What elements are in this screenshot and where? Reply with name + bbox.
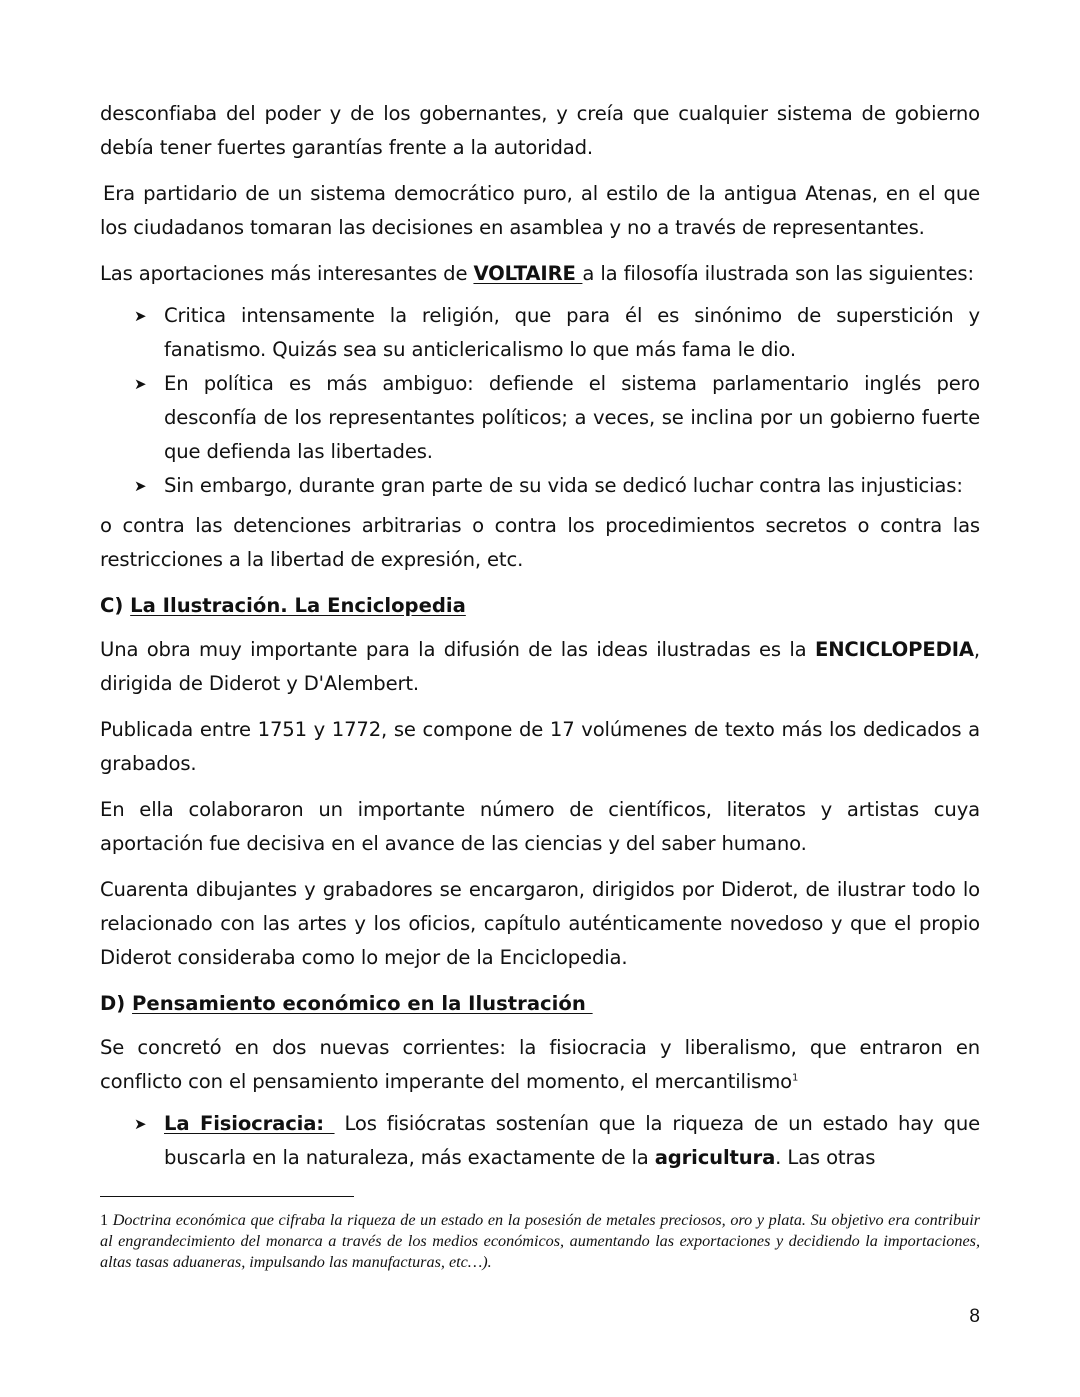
arrowhead-bullet-icon: ➤ xyxy=(134,1115,147,1133)
section-c-title: La Ilustración. La Enciclopedia xyxy=(130,594,466,617)
enciclopedia-keyword: ENCICLOPEDIA xyxy=(814,638,974,661)
voltaire-list xyxy=(100,299,980,503)
corrientes-text: Se concretó en dos nuevas corrientes: la fisiocracia y liberalismo, que entraron en conflicto con el pensamiento imperante del momento, el mercantilismo xyxy=(100,1036,980,1093)
paragraph-corrientes xyxy=(100,1031,980,1099)
footnote-text: Doctrina económica que cifraba la riqueza de un estado en la posesión de metales preciosos, oro y plata. Su objetivo era contribuir al engrandecimiento del monarca a través de los medios económicos, aumentando las exportaciones y decidiendo la importaciones, altas tasas aduaneras, impulsando las manufacturas, etc…). xyxy=(100,1211,981,1271)
section-d-letter: D) xyxy=(100,992,133,1015)
list-item-text: En política es más ambiguo: defiende el sistema parlamentario inglés pero desconfía de los representantes políticos; a veces, se inclina por un gobierno fuerte que defienda las libertades. xyxy=(164,372,980,463)
fisiocracia-rest: . Las otras xyxy=(775,1146,876,1169)
paragraph-publicada: Publicada entre 1751 y 1772, se compone de 17 volúmenes de texto más los dedicados a grabados. xyxy=(100,718,980,775)
enciclopedia-text: Una obra muy importante para la difusión de las ideas ilustradas es la xyxy=(100,638,815,661)
section-heading-d xyxy=(100,987,980,1021)
footnote-number: 1 xyxy=(100,1211,109,1229)
list-item xyxy=(134,1107,980,1175)
list-item xyxy=(134,469,980,503)
voltaire-intro-text: Las aportaciones más interesantes de xyxy=(100,262,474,285)
page-body xyxy=(100,97,980,1181)
paragraph-democracia: Era partidario de un sistema democrático puro, al estilo de la antigua Atenas, en el que los ciudadanos tomaran las decisiones en asamblea y no a través de representantes. xyxy=(100,182,980,239)
list-item-text: Sin embargo, durante gran parte de su vida se dedicó luchar contra las injusticias: xyxy=(164,474,963,497)
paragraph-dibujantes: Cuarenta dibujantes y grabadores se encargaron, dirigidos por Diderot, de ilustrar todo lo relacionado con las artes y los oficios, capítulo auténticamente novedoso y que el propio Diderot consideraba como lo mejor de la Enciclopedia. xyxy=(100,878,980,969)
arrowhead-bullet-icon: ➤ xyxy=(134,477,147,495)
arrowhead-bullet-icon: ➤ xyxy=(134,307,147,325)
paragraph-voltaire-intro xyxy=(100,257,980,291)
list-item xyxy=(134,367,980,469)
section-heading-c xyxy=(100,589,980,623)
footnote xyxy=(100,1210,980,1273)
paragraph-colaboraron: En ella colaboraron un importante número de científicos, literatos y artistas cuya aportación fue decisiva en el avance de las ciencias y del saber humano. xyxy=(100,798,980,855)
paragraph-injusticias: o contra las detenciones arbitrarias o contra los procedimientos secretos o contra las restricciones a la libertad de expresión, etc. xyxy=(100,514,980,571)
voltaire-keyword: VOLTAIRE xyxy=(473,262,583,285)
economia-list xyxy=(100,1107,980,1175)
list-item xyxy=(134,299,980,367)
page-number: 8 xyxy=(969,1306,980,1327)
fisiocracia-text: Los fisiócratas sostenían que la riqueza de un estado hay que buscarla en la naturaleza, más exactamente de la xyxy=(164,1112,980,1169)
footnote-reference[interactable]: 1 xyxy=(791,1072,799,1084)
fisiocracia-label: La Fisiocracia: xyxy=(164,1112,335,1135)
section-d-title: Pensamiento económico en la Ilustración xyxy=(132,992,593,1015)
arrowhead-bullet-icon: ➤ xyxy=(134,375,147,393)
paragraph-enciclopedia xyxy=(100,633,980,701)
list-item-text: Critica intensamente la religión, que para él es sinónimo de superstición y fanatismo. Quizás sea su anticlericalismo lo que más fama le dio. xyxy=(164,304,980,361)
voltaire-intro-rest: a la filosofía ilustrada son las siguientes: xyxy=(582,262,974,285)
agricultura-keyword: agricultura xyxy=(654,1146,776,1169)
paragraph-gobierno: desconfiaba del poder y de los gobernantes, y creía que cualquier sistema de gobierno debía tener fuertes garantías frente a la autoridad. xyxy=(100,102,980,159)
footnote-separator xyxy=(100,1196,354,1197)
enciclopedia-rest: , dirigida de Diderot y D'Alembert. xyxy=(100,638,980,695)
section-c-letter: C) xyxy=(100,594,131,617)
